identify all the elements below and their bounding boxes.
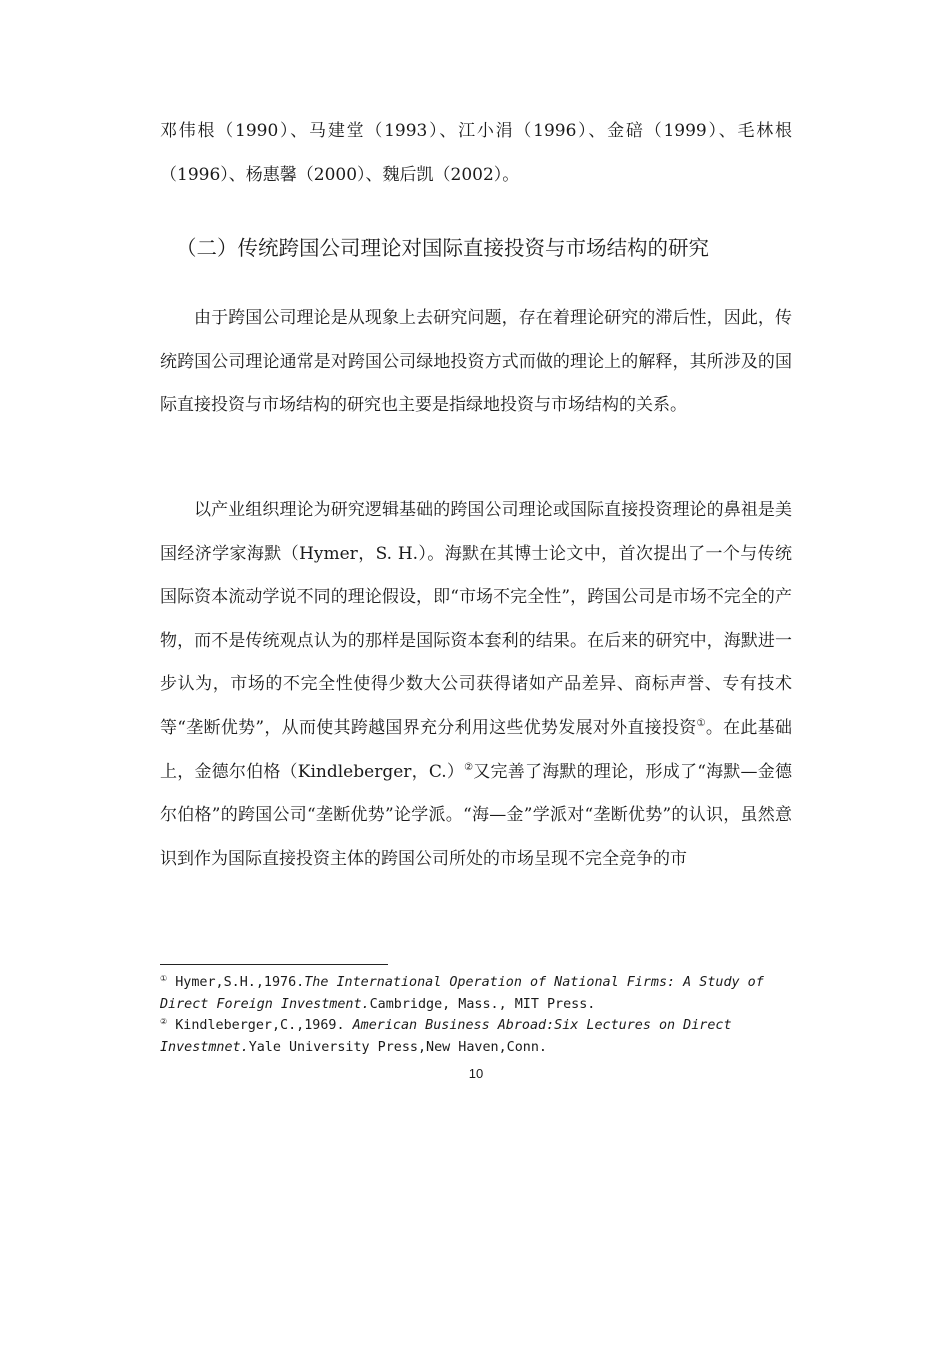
- footnote-1-title: The International Operation of National Firms: A Study of Direct Foreign Investment.: [160, 975, 764, 1012]
- footnote-2-publisher: Yale University Press,New Haven,Conn.: [248, 1039, 547, 1055]
- paragraph-hymer-part1: 以产业组织理论为研究逻辑基础的跨国公司理论或国际直接投资理论的鼻祖是美国经济学家海默（Hymer，S. H.）。海默在其博士论文中，首次提出了一个与传统国际资本流动学说不同的理论假设，即“市场不完全性”，跨国公司是市场不完全的产物，而不是传统观点认为的那样是国际资本套利的结果。在后来的研究中，海默进一步认为，市场的不完全性使得少数大公司获得诸如产品差异、商标声誉、专有技术等“垄断优势”，从而使其跨越国界充分利用这些优势发展对外直接投资: [160, 500, 792, 738]
- footnote-2-mark: ②: [160, 1017, 168, 1026]
- footnote-ref-2: ②: [464, 761, 474, 773]
- paragraph-citations: 邓伟根（1990）、马建堂（1993）、江小涓（1996）、金碚（1999）、毛林根（1996）、杨惠馨（2000）、魏后凯（2002）。: [160, 121, 792, 185]
- footnote-1-author: Hymer,S.H.,1976.: [175, 975, 305, 990]
- paragraph-greenfield: 由于跨国公司理论是从现象上去研究问题，存在着理论研究的滞后性，因此，传统跨国公司理论通常是对跨国公司绿地投资方式而做的理论上的解释，其所涉及的国际直接投资与市场结构的研究也主要是指绿地投资与市场结构的关系。: [160, 308, 792, 416]
- page-number: 10: [468, 1066, 484, 1081]
- footnote-ref-1: ①: [696, 717, 706, 729]
- section-heading: （二）传统跨国公司理论对国际直接投资与市场结构的研究: [176, 236, 709, 260]
- footnotes: [160, 972, 800, 1058]
- footnote-2-author: Kindleberger,C.,1969.: [175, 1018, 353, 1033]
- footnote-separator: [160, 964, 388, 965]
- paragraph-hymer-part3: 又完善了海默的理论，形成了“海默—金德尔伯格”的跨国公司“垄断优势”论学派。“海—金”学派对“垄断优势”的认识，虽然意识到作为国际直接投资主体的跨国公司所处的市场呈现不完全竞争的市: [160, 761, 792, 869]
- footnote-1-mark: ①: [160, 974, 168, 983]
- footnote-2-title: American Business Abroad:Six Lectures on Direct Investmnet.: [160, 1018, 732, 1055]
- footnote-1-publisher: Cambridge, Mass., MIT Press.: [369, 996, 596, 1012]
- paragraph-hymer-part2: 。在此基础上，金德尔伯格（Kindleberger，C.）: [160, 717, 793, 782]
- paragraph-hymer: [160, 489, 792, 881]
- footnote-1: [160, 972, 800, 1015]
- footnote-2: [160, 1015, 800, 1058]
